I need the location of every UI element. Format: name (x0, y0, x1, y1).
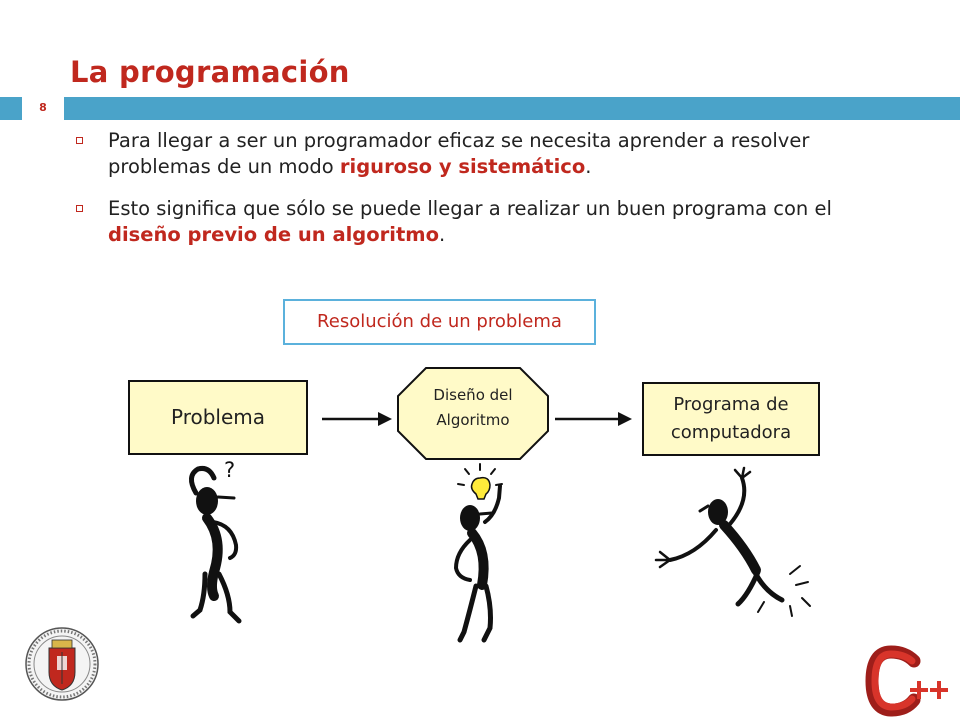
program-label-line2: computadora (670, 422, 792, 443)
slide-title: La programación (70, 55, 350, 89)
bullet-text-plain: Para llegar a ser un programador eficaz se necesita aprender a resolver problemas de un modo (108, 129, 810, 178)
question-mark: ? (224, 458, 236, 482)
program-label-line1: Programa de (673, 394, 789, 415)
university-seal-logo (26, 628, 98, 700)
bullet-text-end: . (585, 155, 592, 178)
step-problem-box: Problema (128, 380, 308, 455)
excited-person-icon (656, 468, 810, 616)
octagon-label-line2: Algoritmo (436, 411, 510, 429)
confused-person-icon (191, 458, 239, 621)
idea-person-icon (456, 464, 502, 640)
diagram-caption: Resolución de un problema (283, 299, 596, 345)
cpp-logo (872, 652, 946, 710)
bullet-text-emphasis: riguroso y sistemático (339, 155, 586, 178)
arrow-right-icon (555, 412, 632, 426)
slide-number: 8 (39, 101, 47, 114)
arrow-right-icon (322, 412, 392, 426)
bullet-text-plain: Esto significa que sólo se puede llegar a realizar un buen programa con el (108, 197, 832, 220)
octagon-label-line1: Diseño del (433, 386, 513, 404)
bullet-text-emphasis: diseño previo de un algoritmo (108, 223, 439, 246)
bullet-text-end: . (439, 223, 446, 246)
